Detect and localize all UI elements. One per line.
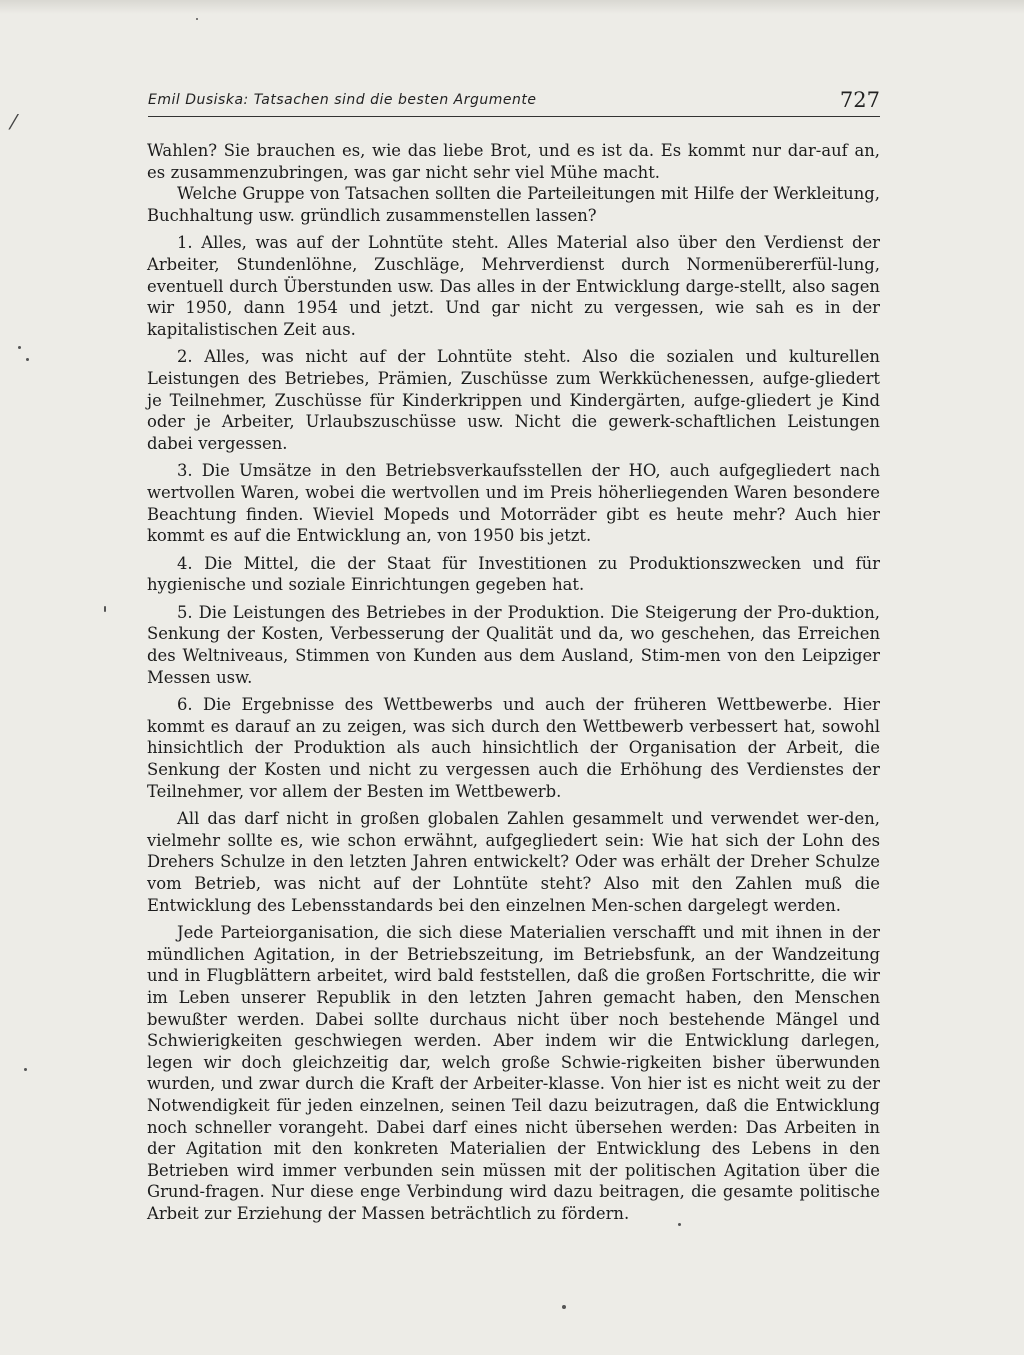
list-item-6: 6. Die Ergebnisse des Wettbewerbs und auch der früheren Wettbewerbe. Hier kommt es darauf an zu zeigen, was sich durch den Wettbewerb verbessert hat, sowohl hinsichtlich der Produktion als auch hinsichtlich der Organisation der Arbeit, die Senkung der Kosten und nicht zu vergessen auch die Erhöhung des Verdienstes der Teilnehmer, vor allem der Besten im Wettbewerb. <box>147 695 880 801</box>
paragraph: Jede Parteiorganisation, die sich diese Materialien verschafft und mit ihnen in der mündlichen Agitation, in der Betriebszeitung, im Betriebsfunk, an der Wandzeitung und in Flugblättern arbeitet, wird bald feststellen, daß die großen Fortschritte, die wir im Leben unserer Republik in den letzten Jahren gemacht haben, den Menschen bewußter werden. Dabei sollte durchaus nicht über noch bestehende Mängel und Schwierigkeiten geschwiegen werden. Aber indem wir die Entwicklung darlegen, legen wir doch gleichzeitig dar, welch große Schwie-rigkeiten bisher überwunden wurden, und zwar durch die Kraft der Arbeiter-klasse. Von hier ist es nicht weit zu der Notwendigkeit für jeden einzelnen, seinen Teil dazu beizutragen, daß die Entwicklung noch schneller vorangeht. Dabei darf eines nicht übersehen werden: Das Arbeiten in der Agitation mit den konkreten Materialien der Entwicklung des Lebens in den Betrieben wird immer verbunden sein müssen mit der politischen Agitation über die Grund-fragen. Nur diese enge Verbindung wird dazu beitragen, die gesamte politische Arbeit zur Erziehung der Massen beträchtlich zu fördern. <box>147 923 880 1223</box>
paragraph: Welche Gruppe von Tatsachen sollten die Parteileitungen mit Hilfe der Werkleitung, Buchhaltung usw. gründlich zusammenstellen lassen? <box>147 184 880 225</box>
header-rule <box>148 116 880 117</box>
margin-speck <box>196 18 198 20</box>
page-speck <box>562 1305 566 1309</box>
margin-speck <box>26 358 29 361</box>
margin-pencil-mark: ⁄ <box>12 110 16 134</box>
list-item-5: 5. Die Leistungen des Betriebes in der Produktion. Die Steigerung der Pro-duktion, Senkung der Kosten, Verbesserung der Qualität und da, wo geschehen, das Erreichen des Weltniveaus, Stimmen von Kunden aus dem Ausland, Stim-men von den Leipziger Messen usw. <box>147 602 880 687</box>
list-item-2: 2. Alles, was nicht auf der Lohntüte steht. Also die sozialen und kulturellen Leistungen des Betriebes, Prämien, Zuschüsse zum Werkküchenessen, aufge-gliedert je Teilnehmer, Zuschüsse für Kinderkrippen und Kindergärten, aufge-gliedert je Kind oder je Arbeiter, Urlaubszuschüsse usw. Nicht die gewerk-schaftlichen Leistungen dabei vergessen. <box>147 347 880 453</box>
margin-speck <box>104 606 106 612</box>
margin-speck <box>24 1068 27 1071</box>
page-header <box>148 88 880 114</box>
list-item-3: 3. Die Umsätze in den Betriebsverkaufsstellen der HO, auch aufgegliedert nach wertvollen Waren, wobei die wertvollen und im Preis höherliegenden Waren besondere Beachtung finden. Wieviel Mopeds und Motorräder gibt es heute mehr? Auch hier kommt es auf die Entwicklung an, von 1950 bis jetzt. <box>147 461 880 546</box>
list-item-1: 1. Alles, was auf der Lohntüte steht. Alles Material also über den Verdienst der Arbeiter, Stundenlöhne, Zuschläge, Mehrverdienst durch Normenübererfül-lung, eventuell durch Überstunden usw. Das alles in der Entwicklung darge-stellt, also sagen wir 1950, dann 1954 und jetzt. Und gar nicht zu vergessen, wie sah es in der kapitalistischen Zeit aus. <box>147 233 880 339</box>
page-number: 727 <box>839 88 880 112</box>
list-item-4: 4. Die Mittel, die der Staat für Investitionen zu Produktionszwecken und für hygienische und soziale Einrichtungen gegeben hat. <box>147 553 880 595</box>
body-text <box>147 140 880 1225</box>
paragraph: Wahlen? Sie brauchen es, wie das liebe Brot, und es ist da. Es kommt nur dar-auf an, es zusammenzubringen, was gar nicht sehr viel Mühe macht. <box>147 141 880 182</box>
margin-speck <box>18 346 21 349</box>
scan-shadow <box>0 0 1024 14</box>
running-head: Emil Dusiska: Tatsachen sind die besten Argumente <box>148 92 537 108</box>
paragraph: All das darf nicht in großen globalen Zahlen gesammelt und verwendet wer-den, vielmehr sollte es, wie schon erwähnt, aufgegliedert sein: Wie hat sich der Lohn des Drehers Schulze in den letzten Jahren entwickelt? Oder was erhält der Dreher Schulze vom Betrieb, was nicht auf der Lohntüte steht? Also mit den Zahlen muß die Entwicklung des Lebensstandards bei den einzelnen Men-schen dargelegt werden. <box>147 809 880 915</box>
